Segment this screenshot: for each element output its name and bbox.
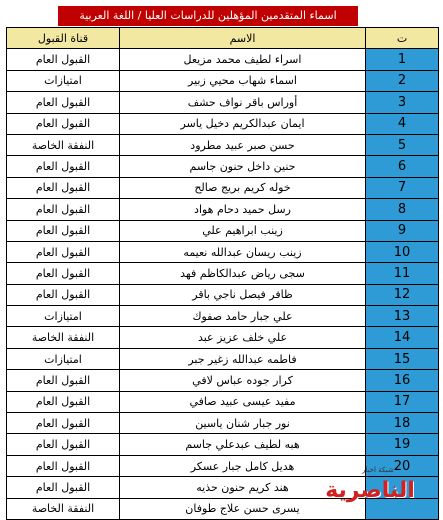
row-channel: القبول العام xyxy=(7,156,120,177)
row-channel: القبول العام xyxy=(7,455,120,476)
table-row xyxy=(7,306,439,327)
row-name: حنين داخل حنون جاسم xyxy=(120,156,366,177)
row-name: فاطمه عبدالله زغير جبر xyxy=(120,348,366,369)
table-row xyxy=(7,70,439,91)
row-channel: القبول العام xyxy=(7,92,120,113)
table-row xyxy=(7,263,439,284)
row-number: 12 xyxy=(366,284,439,305)
row-number: 1 xyxy=(366,49,439,70)
table-row xyxy=(7,391,439,412)
table-row xyxy=(7,327,439,348)
row-name: أوراس باقر نواف حشف xyxy=(120,92,366,113)
table-row xyxy=(7,220,439,241)
row-name: علي جبار حامد صفوك xyxy=(120,306,366,327)
table-row xyxy=(7,284,439,305)
row-channel: القبول العام xyxy=(7,241,120,262)
row-channel: امتيازات xyxy=(7,306,120,327)
table-row xyxy=(7,413,439,434)
row-name: علي خلف عزيز عبد xyxy=(120,327,366,348)
table-row xyxy=(7,49,439,70)
news-logo-watermark xyxy=(300,466,440,504)
row-name: هند كريم حنون حذيه xyxy=(120,477,366,498)
row-channel: القبول العام xyxy=(7,263,120,284)
row-channel: القبول العام xyxy=(7,199,120,220)
row-name: مفيد عيسى عبيد صافي xyxy=(120,391,366,412)
table-row xyxy=(7,199,439,220)
row-name: نور جبار شنان ياسين xyxy=(120,413,366,434)
row-number: 9 xyxy=(366,220,439,241)
row-number: 4 xyxy=(366,113,439,134)
logo-text: الناصرية xyxy=(325,478,415,503)
row-name: كرار جوده عباس لافي xyxy=(120,370,366,391)
row-number: 19 xyxy=(366,434,439,455)
row-name: زينب ابراهيم علي xyxy=(120,220,366,241)
row-number: 5 xyxy=(366,134,439,155)
row-number: 2 xyxy=(366,70,439,91)
row-name: هديل كامل جبار عسكر xyxy=(120,455,366,476)
row-name: زينب ريسان عبدالله نعيمه xyxy=(120,241,366,262)
row-channel: القبول العام xyxy=(7,370,120,391)
row-number: 11 xyxy=(366,263,439,284)
row-number: 7 xyxy=(366,177,439,198)
row-number: 20 xyxy=(366,455,439,476)
row-channel: القبول العام xyxy=(7,391,120,412)
row-name: ايمان عبدالكريم دخيل ياسر xyxy=(120,113,366,134)
row-number: 6 xyxy=(366,156,439,177)
row-channel: القبول العام xyxy=(7,177,120,198)
header-number: ت xyxy=(366,28,439,49)
row-channel: القبول العام xyxy=(7,477,120,498)
row-name: ظافر فيصل ناجي باقر xyxy=(120,284,366,305)
applicants-table xyxy=(6,27,439,520)
row-channel: النفقة الخاصة xyxy=(7,134,120,155)
row-channel: النفقة الخاصة xyxy=(7,498,120,519)
row-name: اسراء لطيف محمد مزيعل xyxy=(120,49,366,70)
table-row xyxy=(7,434,439,455)
row-name: يسرى حسن علاج طوفان xyxy=(120,498,366,519)
row-number: 14 xyxy=(366,327,439,348)
row-channel: النفقة الخاصة xyxy=(7,327,120,348)
row-name: رسل حميد دحام هواد xyxy=(120,199,366,220)
row-number: 17 xyxy=(366,391,439,412)
header-channel: قناة القبول xyxy=(7,28,120,49)
row-name: اسماء شهاب محيي زبير xyxy=(120,70,366,91)
header-name: الاسم xyxy=(120,28,366,49)
row-number: 16 xyxy=(366,370,439,391)
row-channel: القبول العام xyxy=(7,284,120,305)
row-number: 13 xyxy=(366,306,439,327)
table-header-row xyxy=(7,28,439,49)
logo-subtitle: شبكة اخبار xyxy=(362,466,394,474)
row-number: 18 xyxy=(366,413,439,434)
row-channel: امتيازات xyxy=(7,70,120,91)
row-number: 10 xyxy=(366,241,439,262)
row-name: خوله كريم بريج صالح xyxy=(120,177,366,198)
page-title: اسماء المتقدمين المؤهلين للدراسات العليا / اللغة العربية xyxy=(58,6,358,26)
table-row xyxy=(7,92,439,113)
row-name: حسن صبر عبيد مطرود xyxy=(120,134,366,155)
row-channel: القبول العام xyxy=(7,220,120,241)
row-name: هبه لطيف عبدعلي جاسم xyxy=(120,434,366,455)
row-channel: القبول العام xyxy=(7,113,120,134)
row-number: 3 xyxy=(366,92,439,113)
row-name: سجى رياض عبدالكاظم فهد xyxy=(120,263,366,284)
table-row xyxy=(7,370,439,391)
row-channel: القبول العام xyxy=(7,413,120,434)
table-row xyxy=(7,348,439,369)
row-channel: القبول العام xyxy=(7,434,120,455)
row-channel: امتيازات xyxy=(7,348,120,369)
table-row xyxy=(7,241,439,262)
row-number: 15 xyxy=(366,348,439,369)
table-row xyxy=(7,113,439,134)
table-row xyxy=(7,177,439,198)
table-row xyxy=(7,134,439,155)
row-channel: القبول العام xyxy=(7,49,120,70)
table-row xyxy=(7,156,439,177)
row-number: 8 xyxy=(366,199,439,220)
